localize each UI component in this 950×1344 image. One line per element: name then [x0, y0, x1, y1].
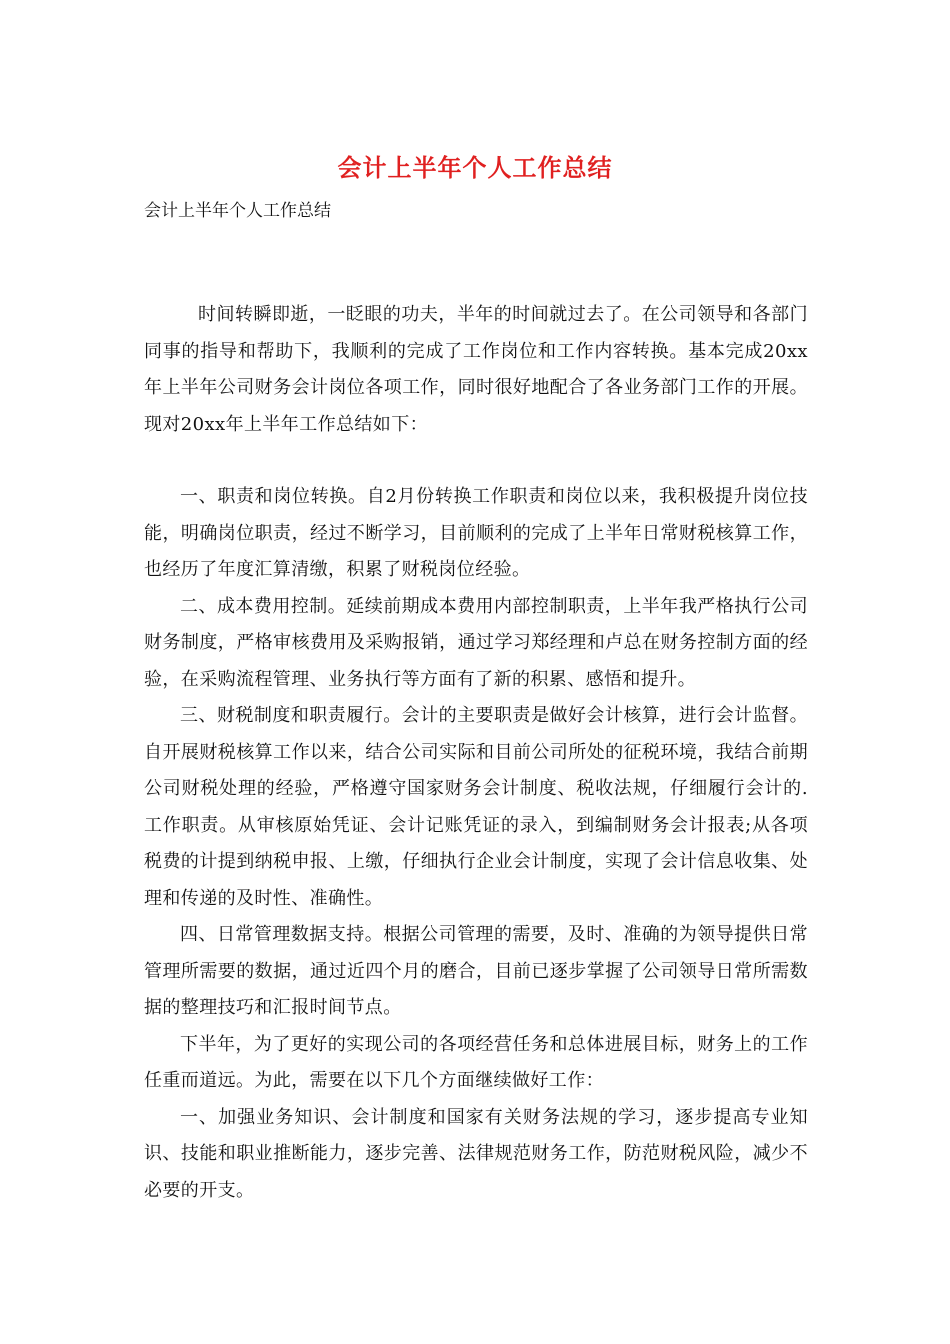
paragraph-plan-1: 一、加强业务知识、会计制度和国家有关财务法规的学习，逐步提高专业知识、技能和职业推断能力，逐步完善、法律规范财务工作，防范财税风险，减少不必要的开支。: [144, 1106, 808, 1201]
paragraph-second-half: 下半年，为了更好的实现公司的各项经营任务和总体进展目标，财务上的工作任重而道远。为此，需要在以下几个方面继续做好工作：: [144, 1033, 808, 1091]
paragraph-tax-system: 三、财税制度和职责履行。会计的主要职责是做好会计核算，进行会计监督。自开展财税核算工作以来，结合公司实际和目前公司所处的征税环境，我结合前期公司财税处理的经验，严格遵守国家财务会计制度、税收法规，仔细履行会计的.工作职责。从审核原始凭证、会计记账凭证的录入，到编制财务会计报表;从各项税费的计提到纳税申报、上缴，仔细执行企业会计制度，实现了会计信息收集、处理和传递的及时性、准确性。: [144, 705, 808, 909]
document-subtitle: 会计上半年个人工作总结: [144, 201, 331, 221]
paragraph-cost-control: 二、成本费用控制。延续前期成本费用内部控制职责，上半年我严格执行公司财务制度，严格审核费用及采购报销，通过学习郑经理和卢总在财务控制方面的经验，在采购流程管理、业务执行等方面有了新的积累、感悟和提升。: [144, 595, 808, 690]
document-body: [144, 297, 808, 1209]
paragraph-intro: 时间转瞬即逝，一眨眼的功夫，半年的时间就过去了。在公司领导和各部门同事的指导和帮助下，我顺利的完成了工作岗位和工作内容转换。基本完成20xx年上半年公司财务会计岗位各项工作，同时很好地配合了各业务部门工作的开展。现对20xx年上半年工作总结如下：: [144, 304, 808, 435]
paragraph-gap: [144, 443, 808, 479]
paragraph-responsibility: 一、职责和岗位转换。自2月份转换工作职责和岗位以来，我积极提升岗位技能，明确岗位职责，经过不断学习，目前顺利的完成了上半年日常财税核算工作，也经历了年度汇算清缴，积累了财税岗位经验。: [144, 486, 808, 580]
document-title: 会计上半年个人工作总结: [337, 153, 613, 182]
paragraph-data-support: 四、日常管理数据支持。根据公司管理的需要，及时、准确的为领导提供日常管理所需要的数据，通过近四个月的磨合，目前已逐步掌握了公司领导日常所需数据的整理技巧和汇报时间节点。: [144, 924, 808, 1018]
